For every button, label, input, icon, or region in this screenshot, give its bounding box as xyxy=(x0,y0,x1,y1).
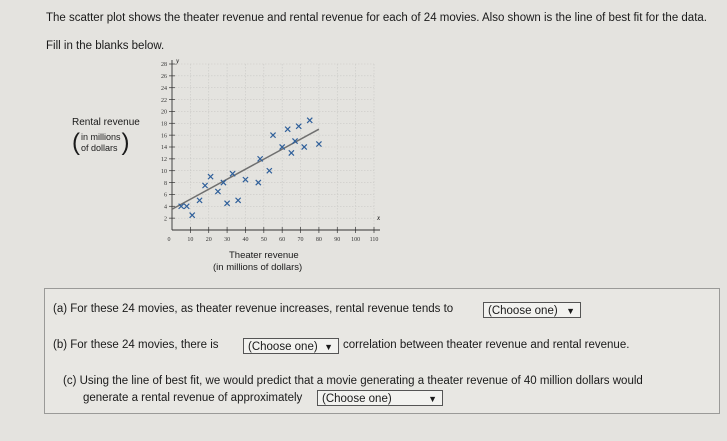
x-axis-letter: x xyxy=(377,214,381,222)
x-tick-label: 50 xyxy=(260,237,267,243)
x-tick-label: 10 xyxy=(187,237,194,243)
y-unit-line2: of dollars xyxy=(81,143,118,153)
chart-axes xyxy=(169,60,380,233)
x-tick-label-origin: 0 xyxy=(167,237,171,243)
x-tick-label: 90 xyxy=(334,237,341,243)
question-c-line2: generate a rental revenue of approximately xyxy=(83,392,303,404)
data-point xyxy=(285,127,290,132)
x-axis-unit: (in millions of dollars) xyxy=(213,262,303,273)
y-tick-label: 24 xyxy=(161,85,167,92)
data-point xyxy=(296,124,301,129)
question-a-dropdown[interactable] xyxy=(483,302,581,318)
right-paren: ) xyxy=(121,129,130,156)
data-points xyxy=(179,118,322,218)
x-tick-label: 100 xyxy=(351,237,361,243)
y-tick-labels xyxy=(161,62,167,222)
x-tick-labels xyxy=(168,237,379,243)
question-a-selected: (Choose one) xyxy=(488,305,558,317)
data-point xyxy=(202,183,207,188)
triangle-down-icon: ▼ xyxy=(324,342,333,352)
y-axis-letter: y xyxy=(176,57,180,65)
question-c-selected: (Choose one) xyxy=(322,393,392,405)
x-tick-label: 80 xyxy=(315,237,322,243)
question-c-line1: (c) Using the line of best fit, we would predict that a movie generating a theater revenue of 40 million dollars would xyxy=(63,375,643,387)
y-tick-label: 4 xyxy=(164,204,167,211)
y-tick-label: 16 xyxy=(161,133,167,140)
question-b-dropdown[interactable] xyxy=(243,338,339,354)
data-point xyxy=(289,150,294,155)
x-tick-label: 40 xyxy=(242,237,249,243)
instruction-text: Fill in the blanks below. xyxy=(46,40,165,52)
y-tick-label: 28 xyxy=(161,62,167,69)
y-axis-label: Rental revenue xyxy=(72,117,140,128)
chart-grid xyxy=(172,64,374,230)
data-point xyxy=(215,189,220,194)
x-tick-label: 20 xyxy=(205,237,212,243)
x-tick-label: 60 xyxy=(279,237,286,243)
triangle-down-icon: ▼ xyxy=(566,306,575,316)
data-point xyxy=(208,174,213,179)
triangle-down-icon: ▼ xyxy=(428,394,437,404)
x-tick-label: 70 xyxy=(297,237,304,243)
question-b-suffix: correlation between theater revenue and rental revenue. xyxy=(343,339,630,351)
y-tick-label: 22 xyxy=(161,97,167,104)
data-point xyxy=(197,198,202,203)
data-point xyxy=(236,198,241,203)
y-unit-line1: in millions xyxy=(81,132,121,142)
x-tick-label: 110 xyxy=(369,237,379,243)
problem-intro: The scatter plot shows the theater revenue and rental revenue for each of 24 movies. Also shown is the line of best fit for the data. xyxy=(46,12,707,24)
left-paren: ( xyxy=(72,129,80,156)
question-b-prefix: (b) For these 24 movies, there is xyxy=(53,339,219,351)
y-unit-lines xyxy=(81,132,121,154)
questions-panel xyxy=(44,288,720,414)
scatter-plot xyxy=(150,56,390,248)
y-tick-label: 14 xyxy=(161,145,167,152)
y-tick-label: 18 xyxy=(161,121,167,128)
question-a-text: (a) For these 24 movies, as theater revenue increases, rental revenue tends to xyxy=(53,303,454,315)
question-c-dropdown[interactable] xyxy=(317,390,443,406)
y-axis-unit xyxy=(72,131,130,155)
y-tick-label: 26 xyxy=(161,74,167,81)
x-axis-label: Theater revenue xyxy=(229,250,299,261)
question-b-selected: (Choose one) xyxy=(248,341,318,353)
y-tick-label: 20 xyxy=(161,109,167,116)
y-tick-label: 12 xyxy=(161,157,167,164)
y-tick-label: 8 xyxy=(164,180,167,187)
data-point xyxy=(307,118,312,123)
y-tick-label: 2 xyxy=(164,216,167,223)
x-tick-label: 30 xyxy=(224,237,231,243)
y-tick-label: 10 xyxy=(161,168,167,175)
y-tick-label: 6 xyxy=(164,192,167,199)
